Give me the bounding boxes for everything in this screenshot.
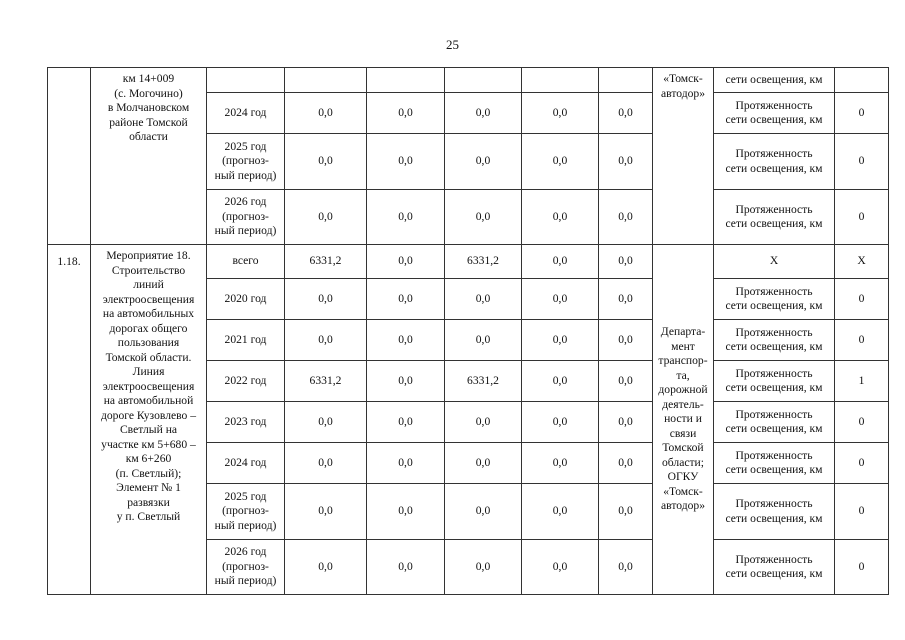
year-cell-text: 2026 год (прогноз- ный период) [214,545,277,588]
indicator-value-cell [835,190,889,245]
value-cell-other-text: 0,0 [618,105,633,119]
year-cell-text: 2021 год [224,332,267,346]
value-cell-regional [445,245,522,279]
value-cell-other-text: 0,0 [618,455,633,469]
year-cell [207,68,285,93]
indicator-name-cell [714,134,835,190]
indicator-value-cell [835,443,889,484]
value-cell-regional [445,443,522,484]
value-cell-federal [367,443,445,484]
value-cell-regional [445,484,522,540]
indicator-value-cell [835,68,889,93]
value-cell-local-text: 0,0 [552,455,568,469]
indicator-value-cell-text: 0 [858,154,865,168]
indicator-value-cell [835,484,889,540]
responsible-cell [653,68,714,245]
value-cell-federal [367,484,445,540]
value-cell-total [285,540,367,595]
value-cell-other [599,93,653,134]
year-cell [207,134,285,190]
year-cell-text: 2026 год (прогноз- ный период) [214,195,277,238]
row-number-cell-text: 1.18. [57,255,81,268]
table-body [48,68,889,595]
year-cell [207,190,285,245]
value-cell-other-text: 0,0 [618,414,633,428]
value-cell-regional [445,540,522,595]
value-cell-regional [445,402,522,443]
value-cell-regional-text: 0,0 [475,154,491,168]
value-cell-other [599,443,653,484]
value-cell-local [522,190,599,245]
value-cell-other-text: 0,0 [618,332,633,346]
indicator-name-cell-text: Протяженность сети освещения, км [725,284,823,312]
value-cell-federal [367,68,445,93]
value-cell-total-text: 0,0 [318,291,333,305]
value-cell-total-text: 0,0 [318,414,333,428]
value-cell-local [522,93,599,134]
responsible-cell [653,245,714,595]
indicator-name-cell-text: Протяженность сети освещения, км [725,552,823,580]
event-name-cell-text: км 14+009 (с. Могочино) в Молчановском районе Томской области [107,72,190,143]
year-cell-text: 2025 год (прогноз- ный период) [214,139,277,182]
responsible-cell-text: Департа- мент транспор- та, дорожной деятель- ности и связи Томской области; ОГКУ «Томск- автодор» [658,325,708,513]
value-cell-local-text: 0,0 [552,291,568,305]
indicator-value-cell-text: 0 [858,105,865,119]
indicator-name-cell-text: Х [769,254,779,268]
year-cell-text: 2023 год [224,414,267,428]
value-cell-federal-text: 0,0 [398,291,413,305]
indicator-value-cell [835,279,889,320]
value-cell-regional-text: 0,0 [475,209,491,223]
value-cell-regional-text: 6331,2 [467,373,499,387]
indicator-name-cell-text: сети освещения, км [725,72,823,86]
table-row [48,68,889,93]
year-cell-text: 2025 год (прогноз- ный период) [214,489,277,532]
value-cell-total [285,484,367,540]
value-cell-local-text: 0,0 [552,373,568,387]
value-cell-total-text: 0,0 [318,332,333,346]
value-cell-total [285,279,367,320]
indicator-name-cell [714,443,835,484]
value-cell-local [522,361,599,402]
value-cell-federal-text: 0,0 [398,414,413,428]
indicator-name-cell [714,320,835,361]
value-cell-local [522,484,599,540]
value-cell-local-text: 0,0 [552,559,568,573]
indicator-name-cell [714,361,835,402]
indicator-value-cell-text: 0 [858,414,865,428]
value-cell-federal-text: 0,0 [398,254,413,268]
indicator-value-cell [835,134,889,190]
value-cell-total-text: 0,0 [318,209,333,223]
indicator-name-cell [714,279,835,320]
row-number-cell [48,68,91,245]
value-cell-other-text: 0,0 [618,504,633,518]
indicator-value-cell [835,320,889,361]
value-cell-total-text: 0,0 [318,455,333,469]
responsible-cell-text: «Томск- автодор» [661,72,705,100]
value-cell-federal [367,190,445,245]
year-cell [207,245,285,279]
value-cell-other [599,320,653,361]
indicator-name-cell [714,245,835,279]
value-cell-total-text: 6331,2 [309,373,342,387]
value-cell-regional-text: 0,0 [475,291,491,305]
value-cell-total-text: 6331,2 [309,254,342,268]
year-cell [207,93,285,134]
year-cell [207,320,285,361]
indicator-name-cell-text: Протяженность сети освещения, км [725,147,823,175]
year-cell [207,484,285,540]
value-cell-regional-text: 0,0 [475,332,491,346]
indicator-value-cell-text: 0 [858,332,865,346]
value-cell-federal [367,361,445,402]
value-cell-local [522,134,599,190]
value-cell-regional [445,361,522,402]
year-cell [207,361,285,402]
year-cell-text: 2024 год [224,105,267,119]
value-cell-other [599,361,653,402]
event-name-cell [91,68,207,245]
value-cell-total [285,320,367,361]
value-cell-other-text: 0,0 [618,291,633,305]
value-cell-other [599,134,653,190]
indicator-value-cell [835,93,889,134]
event-name-cell [91,245,207,595]
row-number-cell [48,245,91,595]
value-cell-total-text: 0,0 [318,559,333,573]
value-cell-regional [445,190,522,245]
value-cell-federal-text: 0,0 [398,559,413,573]
value-cell-federal [367,279,445,320]
year-cell-text: всего [232,254,259,268]
value-cell-total-text: 0,0 [318,105,333,119]
indicator-name-cell-text: Протяженность сети освещения, км [725,325,823,353]
value-cell-local [522,245,599,279]
value-cell-other [599,484,653,540]
indicator-value-cell [835,361,889,402]
value-cell-other [599,540,653,595]
value-cell-total [285,361,367,402]
value-cell-local-text: 0,0 [552,105,568,119]
indicator-value-cell-text: 0 [858,504,865,518]
value-cell-other-text: 0,0 [618,154,633,168]
indicator-value-cell-text: 0 [858,455,865,469]
value-cell-total [285,245,367,279]
value-cell-total [285,190,367,245]
value-cell-local-text: 0,0 [552,504,568,518]
value-cell-other [599,190,653,245]
value-cell-total-text: 0,0 [318,154,333,168]
value-cell-regional-text: 0,0 [475,455,491,469]
table-row [48,245,889,279]
indicator-name-cell-text: Протяженность сети освещения, км [725,202,823,230]
indicator-name-cell-text: Протяженность сети освещения, км [725,98,823,126]
value-cell-federal-text: 0,0 [398,504,413,518]
value-cell-local [522,443,599,484]
value-cell-regional [445,93,522,134]
indicator-name-cell-text: Протяженность сети освещения, км [725,448,823,476]
value-cell-other [599,279,653,320]
value-cell-federal-text: 0,0 [398,209,413,223]
indicator-name-cell-text: Протяженность сети освещения, км [725,407,823,435]
program-table [47,67,889,595]
year-cell-text: 2022 год [224,373,267,387]
value-cell-local [522,540,599,595]
value-cell-federal [367,93,445,134]
value-cell-local [522,68,599,93]
value-cell-federal-text: 0,0 [398,154,413,168]
indicator-name-cell [714,484,835,540]
value-cell-other [599,402,653,443]
indicator-value-cell-text: 0 [858,291,865,305]
year-cell [207,540,285,595]
value-cell-regional [445,134,522,190]
value-cell-other-text: 0,0 [618,373,633,387]
indicator-name-cell [714,402,835,443]
value-cell-total [285,443,367,484]
value-cell-total [285,93,367,134]
indicator-value-cell-text: Х [857,254,866,268]
value-cell-federal [367,402,445,443]
value-cell-regional-text: 6331,2 [467,254,499,268]
indicator-value-cell-text: 0 [858,559,865,573]
value-cell-local-text: 0,0 [552,209,568,223]
indicator-name-cell [714,190,835,245]
value-cell-other [599,245,653,279]
value-cell-federal [367,134,445,190]
value-cell-regional [445,68,522,93]
value-cell-federal [367,245,445,279]
value-cell-regional-text: 0,0 [475,559,491,573]
value-cell-federal [367,320,445,361]
value-cell-other-text: 0,0 [618,254,633,268]
value-cell-local [522,320,599,361]
value-cell-local-text: 0,0 [552,254,568,268]
value-cell-federal-text: 0,0 [398,455,413,469]
value-cell-local-text: 0,0 [552,332,568,346]
value-cell-regional [445,279,522,320]
year-cell-text: 2020 год [224,291,267,305]
indicator-value-cell [835,245,889,279]
event-name-cell-text: Мероприятие 18. Строительство линий электроосвещения на автомобильных дорогах общего пользования Томской области. Линия электроосвещения на автомобильной дороге Кузовлево – Светлый на участке км 5+680 – км 6+260 (п. Светлый); Элемент № 1 развязки у п. Светлый [100,249,197,523]
indicator-name-cell-text: Протяженность сети освещения, км [725,366,823,394]
value-cell-total-text: 0,0 [318,504,333,518]
value-cell-total [285,402,367,443]
indicator-value-cell-text: 0 [858,209,865,223]
year-cell [207,402,285,443]
indicator-value-cell [835,402,889,443]
indicator-value-cell-text: 1 [858,373,865,387]
year-cell-text: 2024 год [224,455,267,469]
value-cell-other [599,68,653,93]
value-cell-total [285,68,367,93]
value-cell-regional-text: 0,0 [475,105,491,119]
value-cell-other-text: 0,0 [618,209,633,223]
page-number: 25 [446,37,459,52]
value-cell-federal [367,540,445,595]
indicator-name-cell-text: Протяженность сети освещения, км [725,497,823,525]
value-cell-local [522,402,599,443]
value-cell-other-text: 0,0 [618,559,633,573]
value-cell-federal-text: 0,0 [398,332,413,346]
value-cell-regional [445,320,522,361]
value-cell-regional-text: 0,0 [475,504,491,518]
year-cell [207,443,285,484]
value-cell-regional-text: 0,0 [475,414,491,428]
value-cell-total [285,134,367,190]
value-cell-federal-text: 0,0 [398,105,413,119]
indicator-value-cell [835,540,889,595]
year-cell [207,279,285,320]
value-cell-federal-text: 0,0 [398,373,413,387]
value-cell-local-text: 0,0 [552,154,568,168]
value-cell-local [522,279,599,320]
indicator-name-cell [714,93,835,134]
indicator-name-cell [714,68,835,93]
indicator-name-cell [714,540,835,595]
value-cell-local-text: 0,0 [552,414,568,428]
